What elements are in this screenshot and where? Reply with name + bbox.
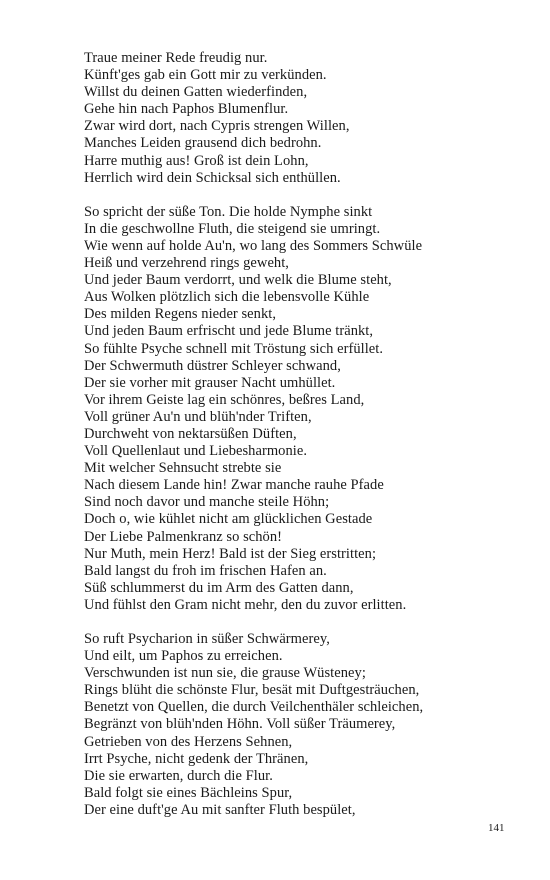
verse-line: So spricht der süße Ton. Die holde Nymphe sinkt [84,203,373,220]
verse-line: Voll grüner Au'n und blüh'nder Triften, [84,408,312,425]
verse-line: Manches Leiden grausend dich bedrohn. [84,135,322,152]
verse-line: Der sie vorher mit grauser Nacht umhüllet. [84,374,336,391]
verse-line: Des milden Regens nieder senkt, [84,306,277,323]
verse-line: Bald folgt sie eines Bächleins Spur, [84,784,293,801]
verse-line: Getrieben von des Herzens Sehnen, [84,733,293,750]
verse-line: Harre muthig aus! Groß ist dein Lohn, [84,152,309,169]
verse-line: Willst du deinen Gatten wiederfinden, [84,84,308,101]
verse-line: Voll Quellenlaut und Liebesharmonie. [84,443,308,460]
verse-line: Die sie erwarten, durch die Flur. [84,767,273,784]
verse-line: Und jeder Baum verdorrt, und welk die Blume steht, [84,272,392,289]
verse-line: Herrlich wird dein Schicksal sich enthüllen. [84,169,341,186]
stanza-3 [84,631,524,819]
verse-line: In die geschwollne Fluth, die steigend sie umringt. [84,220,381,237]
verse-line: Sind noch davor und manche steile Höhn; [84,494,330,511]
verse-line: So fühlte Psyche schnell mit Tröstung sich erfüllet. [84,340,384,357]
verse-line: Und eilt, um Paphos zu erreichen. [84,648,283,665]
verse-line: Und fühlst den Gram nicht mehr, den du zuvor erlitten. [84,596,407,613]
verse-line: Verschwunden ist nun sie, die grause Wüsteney; [84,665,366,682]
verse-line: Mit welcher Sehnsucht strebte sie [84,460,282,477]
verse-line: Irrt Psyche, nicht gedenk der Thränen, [84,750,309,767]
verse-line: Traue meiner Rede freudig nur. [84,50,268,66]
verse-line: Zwar wird dort, nach Cypris strengen Willen, [84,118,350,135]
stanza-2 [84,204,524,614]
verse-line: Nur Muth, mein Herz! Bald ist der Sieg erstritten; [84,545,377,562]
verse-line: Wie wenn auf holde Au'n, wo lang des Sommers Schwüle [84,237,423,254]
verse-line: Und jeden Baum erfrischt und jede Blume tränkt, [84,323,374,340]
poem-text [84,50,524,836]
verse-line: Durchweht von nektarsüßen Düften, [84,425,297,442]
verse-line: Doch o, wie kühlet nicht am glücklichen Gestade [84,511,373,528]
verse-line: Süß schlummerst du im Arm des Gatten dann, [84,579,354,596]
page-number: 141 [488,822,505,834]
verse-line: Begränzt von blüh'nden Höhn. Voll süßer Träumerey, [84,716,396,733]
verse-line: Künft'ges gab ein Gott mir zu verkünden. [84,67,327,84]
verse-line: Bald langst du froh im frischen Hafen an. [84,562,327,579]
verse-line: Rings blüht die schönste Flur, besät mit Duftgesträuchen, [84,682,420,699]
verse-line: Der Schwermuth düstrer Schleyer schwand, [84,357,341,374]
verse-line: Nach diesem Lande hin! Zwar manche rauhe Pfade [84,477,384,494]
verse-line: Vor ihrem Geiste lag ein schönres, beßres Land, [84,391,365,408]
verse-line: Aus Wolken plötzlich sich die lebensvolle Kühle [84,289,370,306]
verse-line: Gehe hin nach Paphos Blumenflur. [84,101,289,118]
stanza-1 [84,50,524,187]
verse-line: Heiß und verzehrend rings geweht, [84,255,289,272]
verse-line: Der eine duft'ge Au mit sanfter Fluth bespület, [84,801,356,818]
verse-line: So ruft Psycharion in süßer Schwärmerey, [84,631,330,647]
verse-line: Benetzt von Quellen, die durch Veilchenthäler schleichen, [84,699,424,716]
verse-line: Der Liebe Palmenkranz so schön! [84,528,283,545]
